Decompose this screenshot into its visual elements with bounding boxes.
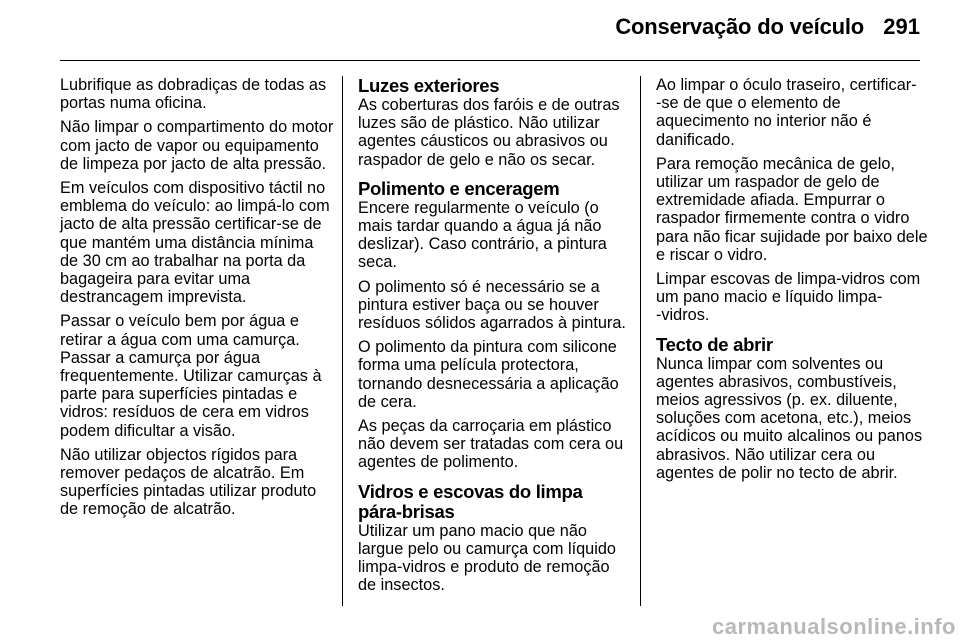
- text-line: de insectos.: [358, 576, 445, 595]
- text-line: Luzes exteriores: [358, 75, 500, 96]
- page-header: [0, 0, 960, 60]
- text-line: portas numa oficina.: [60, 94, 207, 113]
- text-line: raspador de gelo e não os secar.: [358, 150, 596, 169]
- text-line: acídicos ou muito alcalinos ou panos: [656, 427, 923, 446]
- text-line: remover pedaços de alcatrão. Em: [60, 464, 305, 483]
- text-line: emblema do veículo: ao limpá-lo com: [60, 197, 330, 216]
- text-line: parte para superfícies pintadas e: [60, 385, 298, 404]
- text-line: vidros: resíduos de cera em vidros: [60, 403, 309, 422]
- text-line: frequentemente. Utilizar camurças à: [60, 367, 322, 386]
- paragraph: [656, 355, 928, 482]
- text-line: limpa-vidros e produto de remoção: [358, 558, 610, 577]
- text-line: forma uma película protectora,: [358, 356, 579, 375]
- paragraph: [60, 179, 332, 306]
- text-line: Polimento e enceragem: [358, 177, 560, 199]
- paragraph: [60, 118, 332, 173]
- page-number: 291: [883, 14, 920, 39]
- text-line: deslizar). Caso contrário, a pintura: [358, 235, 607, 254]
- column-divider-2: [640, 76, 641, 606]
- text-line: superfícies pintadas utilizar produto: [60, 482, 317, 501]
- column-divider-1: [342, 76, 343, 606]
- text-line: de remoção de alcatrão.: [60, 500, 236, 519]
- text-line: aquecimento no interior não é: [656, 112, 872, 131]
- text-line: utilizar um raspador de gelo de: [656, 173, 880, 192]
- text-line: Encere regularmente o veículo (o: [358, 198, 599, 217]
- text-line: Vidros e escovas do limpa: [358, 480, 583, 502]
- text-line: pintura estiver baça ou se houver: [358, 295, 599, 314]
- text-line: Passar a camurça por água: [60, 348, 261, 367]
- paragraph: [656, 270, 928, 325]
- column-1: [60, 76, 332, 525]
- header-divider: [60, 60, 920, 61]
- text-line: O polimento da pintura com silicone: [358, 338, 617, 357]
- text-line: agentes cáusticos ou abrasivos ou: [358, 132, 608, 151]
- text-line: mais tardar quando a água já não: [358, 217, 602, 236]
- text-line: soluções com acetona, etc.), meios: [656, 409, 912, 428]
- section-heading-polimento: [358, 179, 630, 199]
- text-line: abrasivos. Não utilizar cera ou: [656, 445, 875, 464]
- text-line: de 30 cm ao trabalhar na porta da: [60, 251, 306, 270]
- text-line: um pano macio e líquido limpa-: [656, 288, 883, 307]
- text-line: Nunca limpar com solventes ou: [656, 354, 884, 373]
- text-line: resíduos sólidos agarrados à pintura.: [358, 314, 626, 333]
- section-heading-vidros: [358, 482, 630, 522]
- paragraph: [358, 96, 630, 169]
- text-line: As peças da carroçaria em plástico: [358, 417, 612, 436]
- text-line: destrancagem imprevista.: [60, 288, 247, 307]
- section-heading-luzes-exteriores: [358, 76, 630, 96]
- paragraph: [358, 417, 630, 472]
- text-line: pára-brisas: [358, 500, 455, 522]
- text-line: agentes de polir no tecto de abrir.: [656, 463, 898, 482]
- text-line: para não ficar sujidade por baixo dele: [656, 227, 928, 246]
- text-line: jacto de alta pressão certificar-se de: [60, 215, 322, 234]
- text-line: Utilizar um pano macio que não: [358, 521, 587, 540]
- text-line: luzes são de plástico. Não utilizar: [358, 114, 600, 133]
- paragraph: [60, 76, 332, 112]
- text-line: Limpar escovas de limpa-vidros com: [656, 270, 921, 289]
- text-line: agentes de polimento.: [358, 453, 519, 472]
- text-line: Não limpar o compartimento do motor: [60, 118, 334, 137]
- text-line: meios agressivos (p. ex. diluente,: [656, 391, 898, 410]
- text-line: largue pelo ou camurça com líquido: [358, 539, 616, 558]
- paragraph: [358, 199, 630, 272]
- section-heading-tecto-de-abrir: [656, 335, 928, 355]
- text-line: de cera.: [358, 392, 417, 411]
- text-line: O polimento só é necessário se a: [358, 277, 600, 296]
- text-line: podem dificultar a visão.: [60, 421, 236, 440]
- text-line: agentes abrasivos, combustíveis,: [656, 372, 897, 391]
- text-line: Não utilizar objectos rígidos para: [60, 445, 298, 464]
- text-line: Ao limpar o óculo traseiro, certificar-: [656, 76, 917, 94]
- text-line: Passar o veículo bem por água e: [60, 312, 299, 331]
- text-line: que mantém uma distância mínima: [60, 233, 314, 252]
- text-line: e riscar o vidro.: [656, 245, 768, 264]
- page-title: Conservação do veículo: [615, 14, 864, 39]
- text-line: bagageira para evitar uma: [60, 270, 251, 289]
- text-line: Em veículos com dispositivo táctil no: [60, 179, 326, 198]
- paragraph: [358, 278, 630, 333]
- text-line: raspador firmemente contra o vidro: [656, 209, 910, 228]
- text-line: Lubrifique as dobradiças de todas as: [60, 76, 327, 94]
- text-line: -se de que o elemento de: [656, 94, 841, 113]
- text-line: não devem ser tratadas com cera ou: [358, 435, 624, 454]
- paragraph: [656, 76, 928, 149]
- watermark: carmanualsonline.info: [712, 614, 956, 639]
- paragraph: [358, 338, 630, 411]
- text-line: Para remoção mecânica de gelo,: [656, 154, 895, 173]
- paragraph: [60, 312, 332, 439]
- text-line: de limpeza por jacto de alta pressão.: [60, 154, 327, 173]
- text-line: -vidros.: [656, 306, 710, 325]
- paragraph: [60, 446, 332, 519]
- text-line: As coberturas dos faróis e de outras: [358, 96, 620, 114]
- text-line: Tecto de abrir: [656, 333, 773, 355]
- text-line: retirar a água com uma camurça.: [60, 330, 300, 349]
- column-2: [358, 76, 630, 600]
- column-3: [656, 76, 928, 488]
- text-line: com jacto de vapor ou equipamento: [60, 136, 319, 155]
- text-line: seca.: [358, 253, 397, 272]
- text-line: tornando desnecessária a aplicação: [358, 374, 619, 393]
- text-line: extremidade afiada. Empurrar o: [656, 191, 885, 210]
- paragraph: [656, 155, 928, 264]
- paragraph: [358, 522, 630, 595]
- text-line: danificado.: [656, 130, 735, 149]
